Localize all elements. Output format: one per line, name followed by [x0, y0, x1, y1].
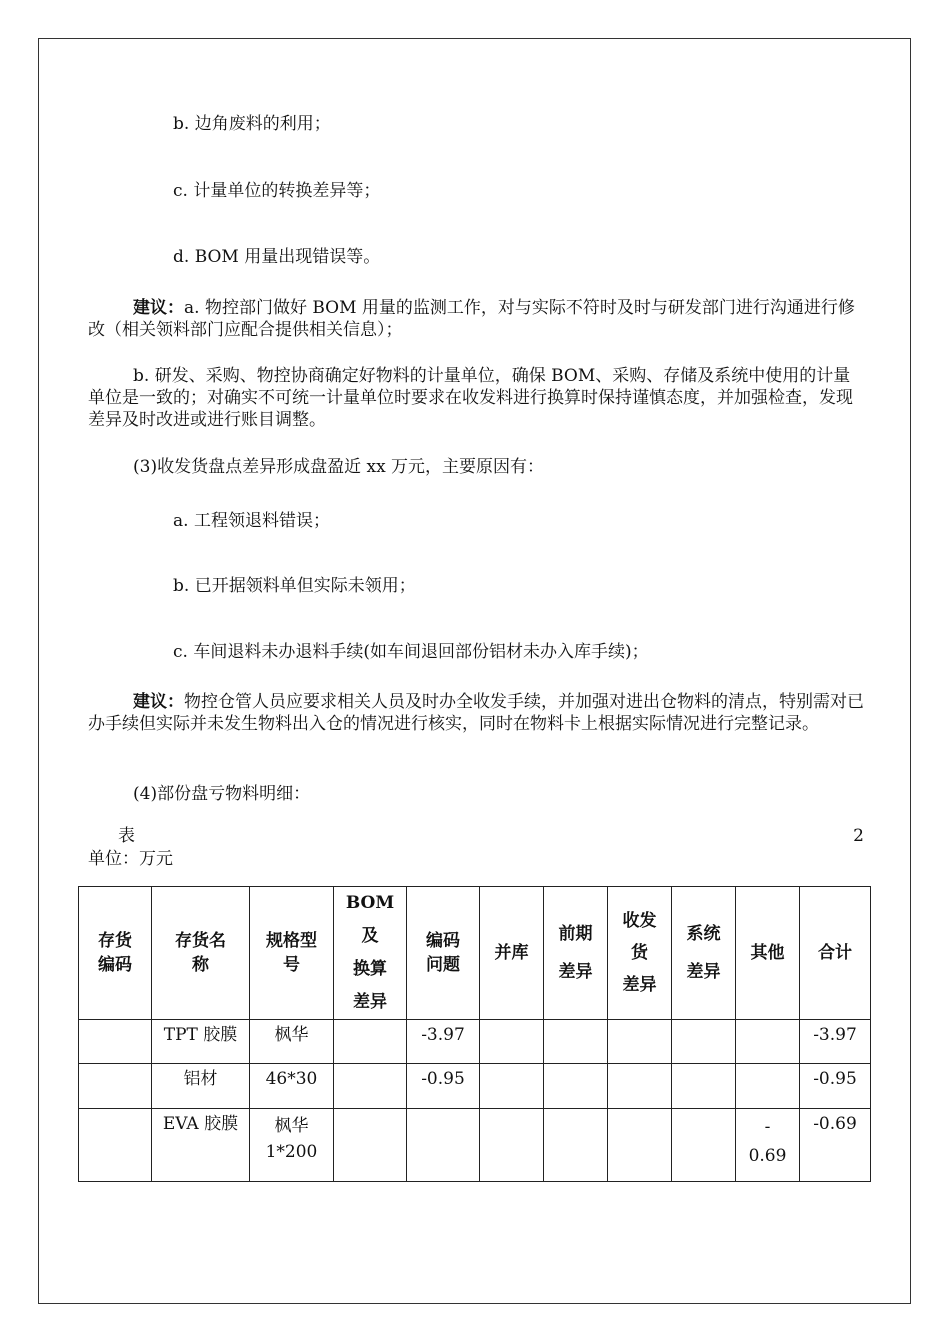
header-name: 存货名 称	[152, 887, 250, 1020]
suggestion-1-a	[88, 297, 864, 341]
item-c: c. 计量单位的转换差异等；	[173, 181, 381, 201]
section-3-item-a: a. 工程领退料错误；	[173, 511, 330, 531]
header-merge: 并库	[480, 887, 544, 1020]
section-3-heading: (3)收发货盘点差异形成盘盈近 xx 万元，主要原因有：	[133, 457, 545, 477]
suggestion-2	[88, 691, 864, 735]
header-shipping: 收发 货 差异	[608, 887, 672, 1020]
table-unit: 单位：万元	[88, 849, 173, 869]
suggestion-label: 建议：	[133, 298, 184, 318]
header-system: 系统 差异	[672, 887, 736, 1020]
section-3-item-b: b. 已开据领料单但实际未领用；	[173, 576, 416, 596]
table-caption-right: 2	[853, 826, 864, 846]
table-row: EVA 胶膜 枫华 1*200 - 0.69 -0.69	[79, 1109, 871, 1182]
header-code: 存货 编码	[79, 887, 152, 1020]
suggestion-1-a-text: a. 物控部门做好 BOM 用量的监测工作，对与实际不符时及时与研发部门进行沟通进行修改（相关领料部门应配合提供相关信息）；	[88, 298, 855, 340]
header-total: 合计	[800, 887, 871, 1020]
item-b: b. 边角废料的利用；	[173, 114, 331, 134]
header-coding: 编码 问题	[407, 887, 480, 1020]
header-other: 其他	[736, 887, 800, 1020]
header-prior: 前期 差异	[544, 887, 608, 1020]
header-spec: 规格型 号	[250, 887, 334, 1020]
table-header-row	[79, 887, 871, 1020]
section-3-item-c: c. 车间退料未办退料手续(如车间退回部份铝材未办入库手续)；	[173, 642, 649, 662]
suggestion-1-b: b. 研发、采购、物控协商确定好物料的计量单位，确保 BOM、采购、存储及系统中使用的计量单位是一致的；对确实不可统一计量单位时要求在收发料进行换算时保持谨慎态度，并加强检查，发现差异及时改进或进行账目调整。	[88, 366, 853, 430]
header-bom: BOM 及 换算 差异	[334, 887, 407, 1020]
suggestion-2-label: 建议：	[133, 692, 184, 712]
inventory-loss-table	[78, 886, 871, 1182]
suggestion-2-text: 物控仓管人员应要求相关人员及时办全收发手续，并加强对进出仓物料的清点，特别需对已办手续但实际并未发生物料出入仓的情况进行核实，同时在物料卡上根据实际情况进行完整记录。	[88, 692, 864, 734]
table-row: 铝材 46*30 -0.95 -0.95	[79, 1064, 871, 1109]
section-4-heading: (4)部份盘亏物料明细：	[133, 784, 311, 804]
item-d: d. BOM 用量出现错误等。	[173, 247, 381, 267]
table-row: TPT 胶膜 枫华 -3.97 -3.97	[79, 1020, 871, 1064]
table-caption-left: 表	[118, 826, 135, 846]
